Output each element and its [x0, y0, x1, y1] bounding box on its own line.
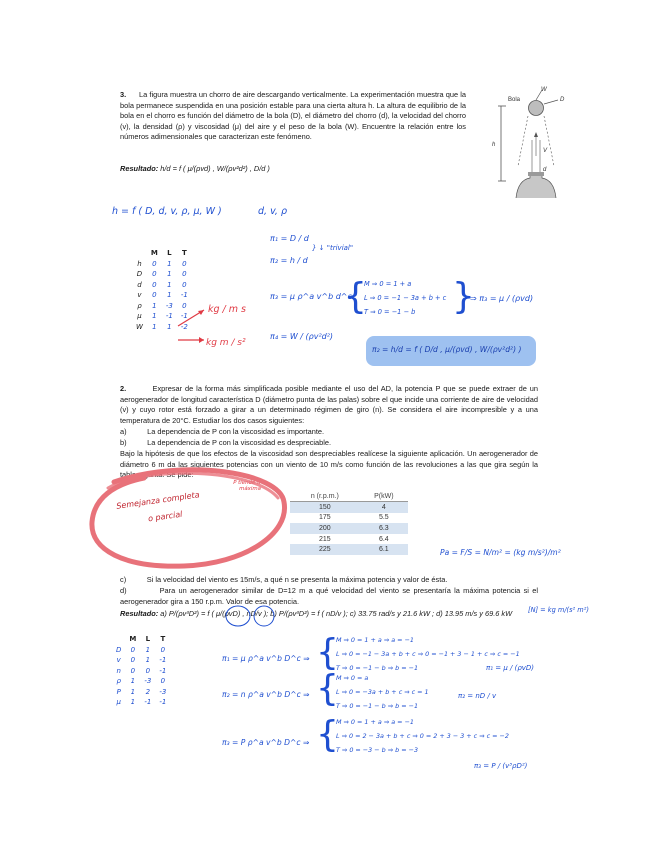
matrix3-row: ρ 1 -3 0: [137, 301, 187, 310]
red-circle-text-1: Semejanza completa: [115, 490, 201, 511]
figure-label-w: W: [541, 87, 547, 93]
case-c: c) Si la velocidad del viento es 15m/s, a qué n se presenta la máxima potencia y valor de ésta.: [120, 575, 448, 584]
matrix2-header-l: L: [145, 635, 151, 644]
figure-label-bola: Bola: [508, 97, 521, 103]
problem3-text: La figura muestra un chorro de aire descargando verticalmente. La experimentación muestra que la bola permanece suspendida en una posición estable para una cierta altura h. La altura de equilibrio de la bola en el chorro es función del diámetro de la bola (D), el diámetro del chorro (d), la velocidad del chorro (v), la densidad (ρ) y viscosidad (μ) del aire y el peso de la bola (W). Encuentre la relación entre los números adimensionales que caracterizan este fenómeno.: [120, 90, 467, 142]
rpm-header-n: n (r.p.m.): [290, 492, 360, 502]
matrix3-row: h 0 1 0: [137, 259, 187, 268]
pi1-2-result: π₁ = μ / (ρvD): [486, 664, 535, 672]
units-annotation-2: kg m / s²: [206, 338, 246, 348]
pi3-2-result: π₃ = P / (v³ρD²): [474, 762, 528, 770]
matrix2-row: n 0 0 -1: [116, 666, 167, 675]
matrix3-row: v 0 1 -1: [137, 291, 188, 300]
matrix3-header-t: T: [181, 249, 187, 258]
case-d: d) Para un aerogenerador similar de D=12 m a qué velocidad del viento se presentaría la máxima potencia si el aerogenerador gira a 150 r.p.m. Valor de esa potencia.: [120, 586, 538, 606]
table-row: 175 5.5: [318, 514, 389, 522]
pa-formula: Pa = F/S = N/m² = (kg m/s²)/m²: [440, 548, 561, 557]
matrix3-row: μ 1 -1 -1: [137, 312, 188, 321]
rpm-power-table: [290, 492, 408, 555]
problem2-hypothesis: Bajo la hipótesis de que los efectos de la viscosidad son despreciables realícese la siguiente aplicación. Un aerogenerador de diámetro 6 m da las siguientes potencias con un viento de 10 m/s como función de las revoluciones a las que gira según la tabla adjunta. Se pide:: [120, 449, 538, 480]
brace-pi2-2: {: [316, 668, 339, 709]
red-circle-text-2: o parcial: [147, 509, 183, 524]
pi2-2-l: L ⇒ 0 = −3a + b + c ⇒ c = 1: [336, 688, 429, 696]
problem3-result-formula: h/d = f ( μ/(ρvd) , W/(ρv²d²) , D/d ): [160, 164, 270, 173]
red-note-top: P tiende a la máxima: [233, 480, 267, 492]
problem2-statement: [120, 384, 538, 426]
pi2-3: π₂ = h / d: [270, 256, 308, 265]
brace-pi3-2: {: [316, 714, 339, 755]
problem3-number: 3.: [120, 90, 127, 99]
matrix2-row: v 0 1 -1: [116, 656, 167, 665]
matrix2-header-t: T: [160, 635, 166, 644]
pi1-2-l: L ⇒ 0 = −1 − 3a + b + c ⇒ 0 = −1 + 3 − 1 + c ⇒ c = −1: [336, 650, 520, 658]
rpm-header-p: P(kW): [360, 492, 408, 502]
pi1-2-t: T ⇒ 0 = −1 − b ⇒ b = −1: [336, 664, 419, 672]
figure-label-h: h: [492, 142, 496, 148]
pi3-result-3: ⇒ π₃ = μ / (ρvd): [470, 294, 534, 303]
matrix2-row: ρ 1 -3 0: [116, 677, 166, 686]
figure-label-d-jet: d: [543, 167, 547, 173]
pi3-eq-m: M ⇒ 0 = 1 + a: [364, 280, 412, 288]
units-annotation-1: kg / m s: [208, 304, 246, 315]
pi3-2-t: T ⇒ 0 = −3 − b ⇒ b = −3: [336, 746, 419, 754]
final-result-3: π₂ = h/d = f ( D/d , μ/(ρvd) , W/(ρv²d²) ): [372, 345, 522, 354]
problem2-result: Resultado: a) P/(ρv³D²) = f ( μ/(ρvD) , nD/v ); b) P/(ρv³D²) = f ( nD/v ); c) 33.75 rad/s y 21.6 kW ; d) 13.95 m/s y 69.6 kW: [120, 609, 513, 618]
repeating-vars-3: d, v, ρ: [258, 206, 287, 217]
matrix2-header-m: M: [129, 635, 137, 644]
matrix3-row: D 0 1 0: [136, 270, 187, 279]
brace-right-3: }: [452, 276, 475, 317]
table-row: 200 6.3: [290, 523, 408, 534]
pi3-eq-l: L ⇒ 0 = −1 − 3a + b + c: [364, 294, 447, 302]
pi1-2: π₁ = μ ρ^a v^b D^c ⇒: [222, 654, 310, 663]
problem3-statement: [120, 90, 466, 143]
matrix3-header-m: M: [150, 249, 158, 258]
matrix2-row: μ 1 -1 -1: [116, 698, 167, 707]
figure-label-v: V: [543, 148, 548, 154]
red-circle: [84, 462, 294, 572]
matrix2-row: P 1 2 -3: [116, 687, 167, 696]
problem2-number: 2.: [120, 384, 127, 393]
ball-jet-figure: [488, 86, 570, 198]
pi2-2-result: π₂ = nD / v: [458, 692, 497, 700]
case-a: a) La dependencia de P con la viscosidad es importante.: [120, 427, 325, 436]
matrix3-row: W 1 1 -2: [136, 322, 188, 331]
case-b: b) La dependencia de P con la viscosidad es despreciable.: [120, 438, 332, 447]
pi3-2-l: L ⇒ 0 = 2 − 3a + b + c ⇒ 0 = 2 + 3 − 3 + c ⇒ c = −2: [336, 732, 509, 740]
pi1-2-m: M ⇒ 0 = 1 + a ⇒ a = −1: [336, 636, 414, 644]
pi-trivial-note-3: } ↓ "trivial": [312, 244, 354, 252]
figure-label-d-ball: D: [560, 97, 565, 103]
matrix2-row: D 0 1 0: [116, 645, 166, 654]
pi4-3: π₄ = W / (ρv²d²): [270, 332, 334, 341]
table-row: 215 6.4: [318, 535, 389, 543]
pi1-3: π₁ = D / d: [270, 234, 309, 243]
matrix3-row: d 0 1 0: [137, 280, 187, 289]
table-row: 150 4: [290, 502, 408, 513]
pi3-2-m: M ⇒ 0 = 1 + a ⇒ a = −1: [336, 718, 414, 726]
problem3-result-label: Resultado:: [120, 164, 159, 173]
pi3-eq-t: T ⇒ 0 = −1 − b: [364, 308, 416, 316]
pi3-3: π₃ = μ ρ^a v^b d^c: [270, 292, 352, 301]
nm-units: [N] = kg m/(s² m²): [528, 606, 589, 614]
table-row: 225 6.1: [290, 544, 408, 555]
result-circles: [224, 604, 280, 628]
brace-left-3: {: [344, 276, 367, 317]
brace-pi1-2: {: [316, 632, 339, 673]
problem2-text: Expresar de la forma más simplificada posible mediante el uso del AD, la potencia P que se puede extraer de un aerogenerador de longitud característica D (diámetro punta de las palas) sobre el que incide una corriente de aire de velocidad (v) y cuyo rotor está forzado a girar a un determinado régimen de giro (n). Se considera el aire incompresible y a una temperatura de 20°C. Estudiar los dos casos siguientes:: [120, 384, 538, 425]
pi2-2: π₂ = n ρ^a v^b D^c ⇒: [222, 690, 310, 699]
pi2-2-m: M ⇒ 0 = a: [336, 674, 369, 682]
dimension-matrix-2: [112, 634, 170, 708]
problem3-result: [120, 164, 460, 175]
pi2-2-t: T ⇒ 0 = −1 − b ⇒ b = −1: [336, 702, 419, 710]
matrix3-header-l: L: [167, 249, 172, 258]
pi3-2: π₃ = P ρ^a v^b D^c ⇒: [222, 738, 310, 747]
function-line-3: h = f ( D, d, v, ρ, μ, W ): [112, 206, 222, 217]
